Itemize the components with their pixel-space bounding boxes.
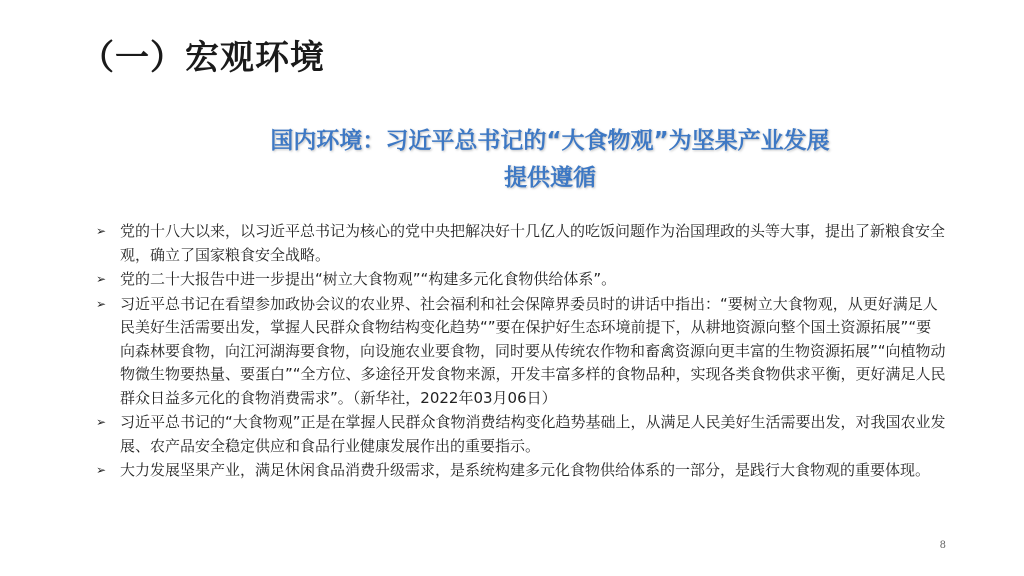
arrow-bullet-icon: ➢: [96, 296, 107, 311]
arrow-bullet-icon: ➢: [96, 224, 107, 238]
arrow-bullet-icon: ➢: [96, 272, 107, 286]
bullet-text: 党的二十大报告中进一步提出“树立大食物观”“构建多元化食物供给体系”。: [120, 270, 617, 288]
subtitle-line-2: 提供遵循: [504, 165, 596, 191]
bullet-text: 党的十八大以来，以习近平总书记为核心的党中央把解决好十几亿人的吃饭问题作为治国理政的头等大事，提出了新粮食安全观，确立了国家粮食安全战略。: [120, 222, 946, 264]
bullet-item-3: [96, 293, 946, 411]
page-number: 8: [939, 540, 946, 551]
arrow-bullet-icon: ➢: [96, 463, 107, 477]
bullet-text: 习近平总书记的“大食物观”正是在掌握人民群众食物消费结构变化趋势基础上，从满足人民美好生活需要出发，对我国农业发展、农产品安全稳定供应和食品行业健康发展作出的重要指示。: [120, 413, 946, 455]
arrow-bullet-icon: ➢: [96, 415, 107, 429]
subtitle-line-1: 国内环境：习近平总书记的“大食物观”为坚果产业发展: [270, 128, 830, 154]
bullet-text: 大力发展坚果产业，满足休闲食品消费升级需求，是系统构建多元化食物供给体系的一部分，是践行大食物观的重要体现。: [120, 461, 931, 479]
bullet-item-4: [96, 411, 946, 458]
bullet-list: [96, 220, 946, 484]
bullet-item-5: [96, 459, 946, 483]
bullet-item-2: [96, 268, 946, 292]
bullet-text: 习近平总书记在看望参加政协会议的农业界、社会福利和社会保障界委员时的讲话中指出：“要树立大食物观，从更好满足人民美好生活需要出发，掌握人民群众食物结构变化趋势“”要在保护好生态环境前提下，从耕地资源向整个国土资源拓展”“要向森林要食物，向江河湖海要食物，向设施农业要食物，同时要从传统农作物和畜禽资源向更丰富的生物资源拓展”“向植物动物微生物要热量、要蛋白”“全方位、多途径开发食物来源，开发丰富多样的食物品种，实现各类食物供求平衡，更好满足人民群众日益多元化的食物消费需求”。（新华社，2022年03月06日）: [120, 294, 946, 407]
bullet-item-1: [96, 220, 946, 267]
section-title: （一）宏观环境: [80, 38, 325, 78]
